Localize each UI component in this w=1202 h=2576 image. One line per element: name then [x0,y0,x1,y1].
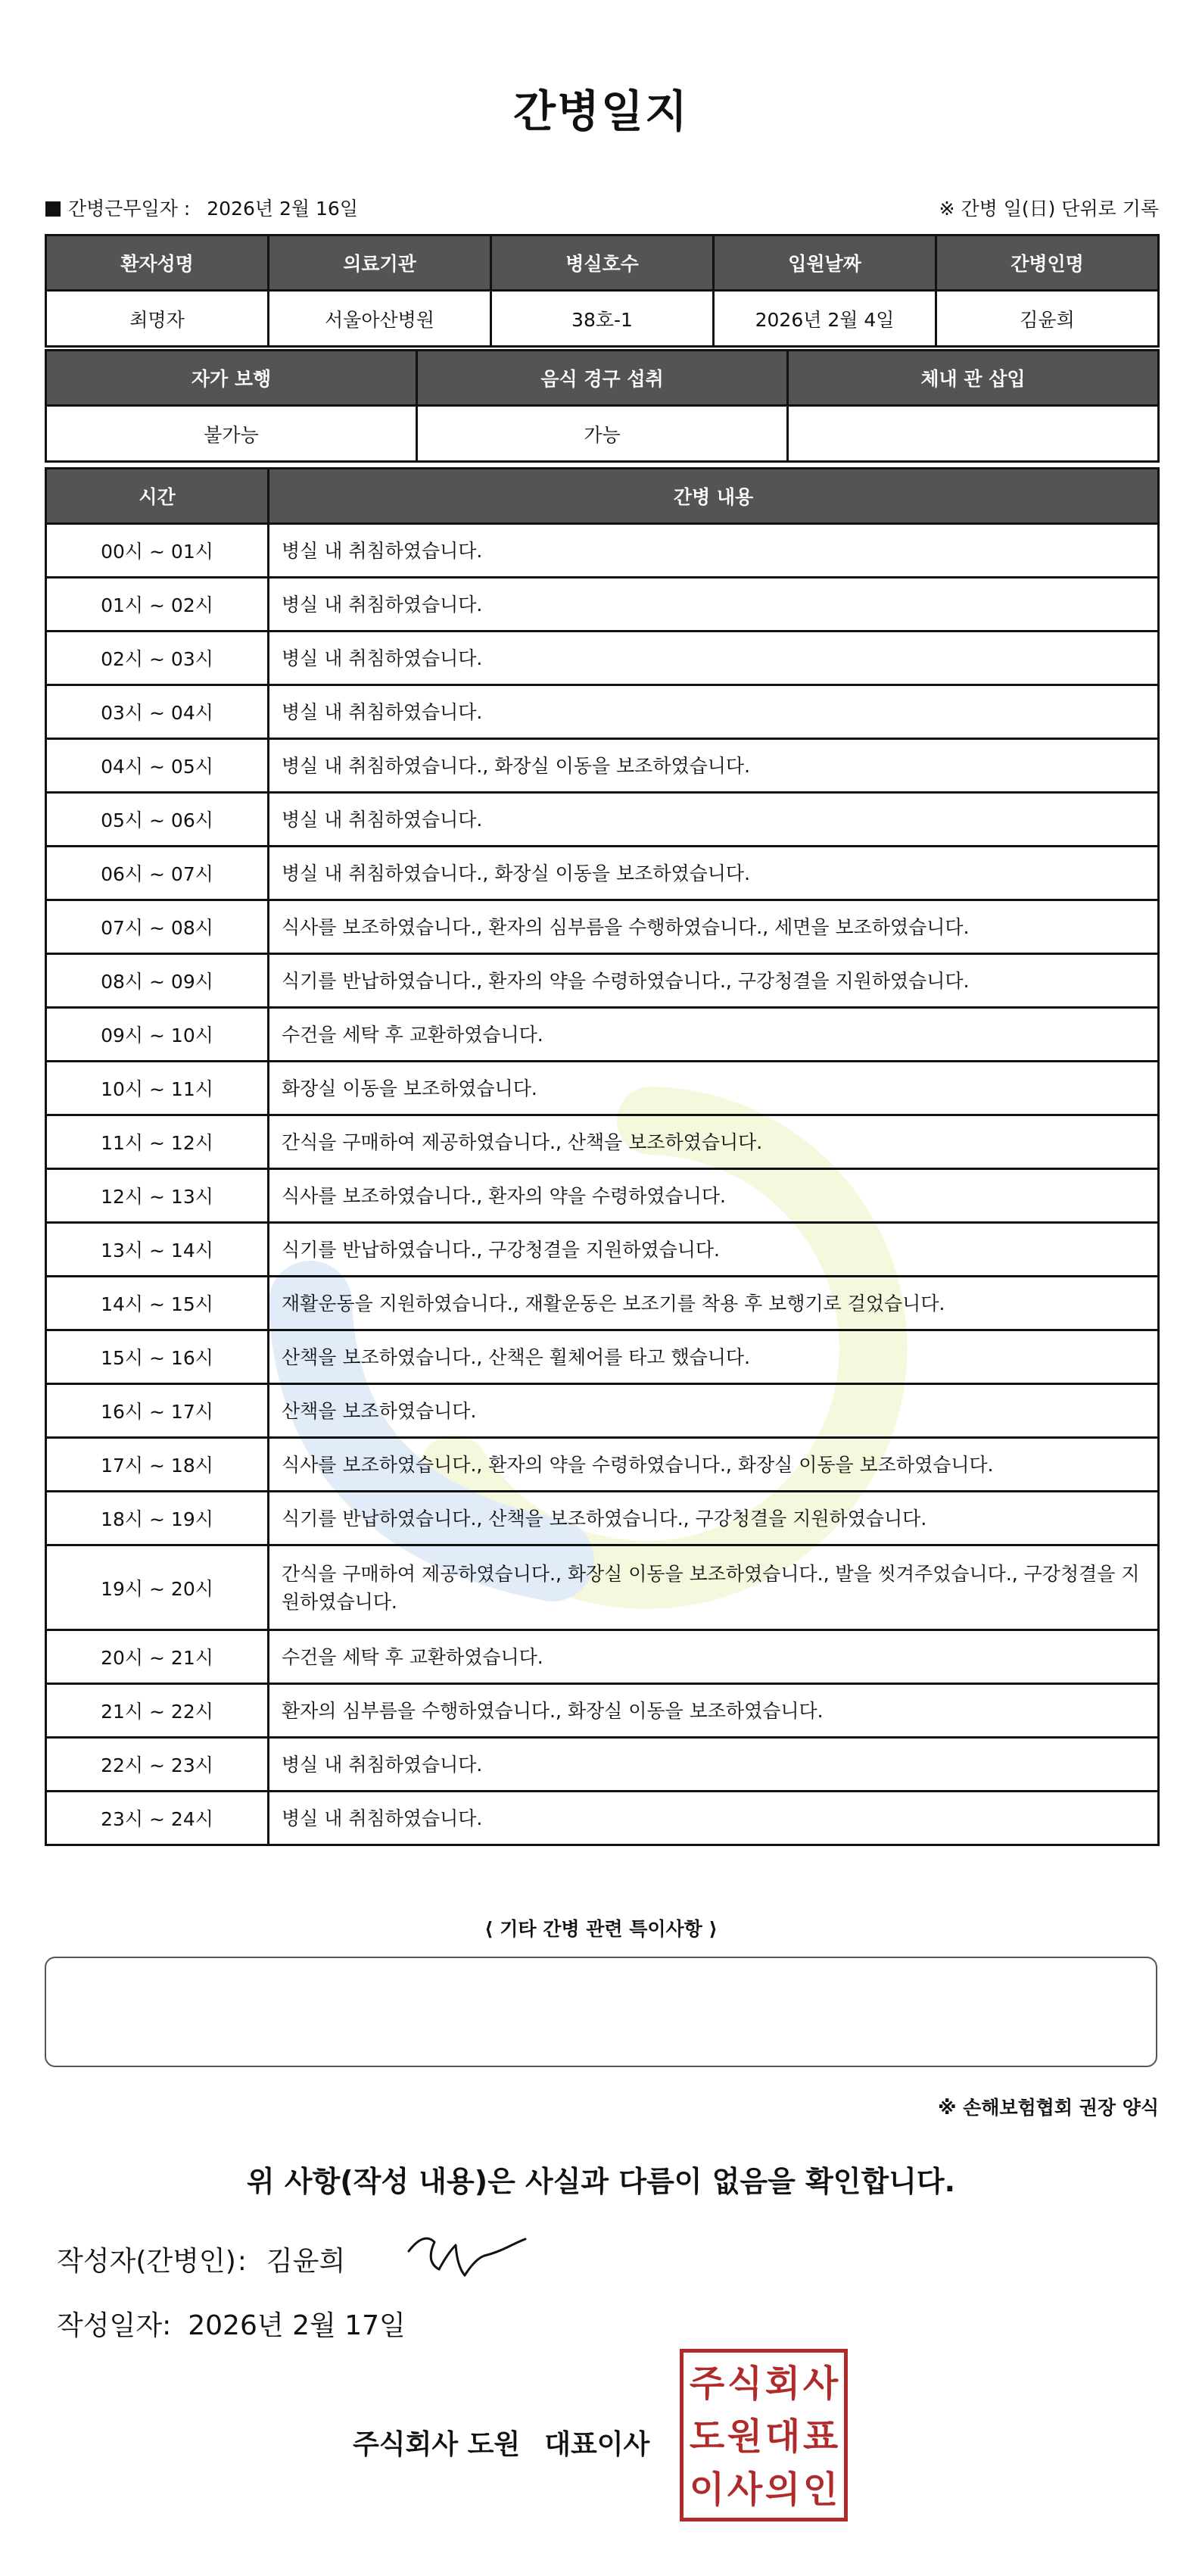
seal-char: 표 [802,2415,839,2458]
seal-text [688,2357,839,2513]
log-time: 20시 ~ 21시 [46,1630,269,1684]
log-content: 환자의 심부름을 수행하였습니다., 화장실 이동을 보조하였습니다. [269,1684,1159,1738]
seal-char: 회 [764,2362,801,2405]
log-row [46,1008,1159,1062]
log-row [46,954,1159,1008]
document-title: 간병일지 [512,86,690,137]
log-content: 병실 내 취침하였습니다., 화장실 이동을 보조하였습니다. [269,739,1159,793]
hospital-name: 서울아산병원 [269,291,491,347]
seal-char: 도 [689,2415,725,2458]
log-content: 병실 내 취침하였습니다. [269,685,1159,739]
log-row [46,685,1159,739]
log-row [46,578,1159,632]
log-time: 09시 ~ 10시 [46,1008,269,1062]
log-row [46,739,1159,793]
seal-char: 원 [727,2415,763,2458]
log-time: 16시 ~ 17시 [46,1384,269,1438]
log-time: 03시 ~ 04시 [46,685,269,739]
log-body [46,524,1159,1845]
special-notes-title: ⟨ 기타 간병 관련 특이사항 ⟩ [484,1918,718,1940]
write-date-line [57,2304,406,2343]
write-date-colon: : [162,2310,172,2341]
log-content: 병실 내 취침하였습니다. [269,1738,1159,1792]
square-bullet-icon [45,201,61,217]
status-value-row [46,406,1159,462]
company-representative: 대표이사 [544,2429,650,2460]
log-row [46,1277,1159,1330]
self-walking-value: 불가능 [46,406,417,462]
log-time: 12시 ~ 13시 [46,1169,269,1223]
log-header-row [46,469,1159,524]
log-time: 01시 ~ 02시 [46,578,269,632]
log-content: 병실 내 취침하였습니다. [269,578,1159,632]
header-care-content: 간병 내용 [269,469,1159,524]
writer-label: 작성자(간병인) [57,2246,236,2277]
log-time: 23시 ~ 24시 [46,1792,269,1845]
log-row [46,847,1159,900]
log-time: 02시 ~ 03시 [46,632,269,685]
log-row [46,1438,1159,1492]
log-content: 식사를 보조하였습니다., 환자의 약을 수령하였습니다. [269,1169,1159,1223]
log-content: 화장실 이동을 보조하였습니다. [269,1062,1159,1115]
write-date-value: 2026년 2월 17일 [188,2310,406,2341]
log-row [46,1223,1159,1277]
log-content: 수건을 세탁 후 교환하였습니다. [269,1630,1159,1684]
log-time: 19시 ~ 20시 [46,1545,269,1630]
writer-name: 김윤희 [266,2246,346,2277]
header-caregiver-name: 간병인명 [936,235,1159,291]
log-row [46,1792,1159,1845]
work-date-line [45,194,358,221]
special-notes-box [45,1957,1157,2067]
log-row [46,1115,1159,1169]
log-row [46,1384,1159,1438]
log-content: 병실 내 취침하였습니다. [269,524,1159,578]
log-time: 06시 ~ 07시 [46,847,269,900]
admission-date: 2026년 2월 4일 [714,291,936,347]
patient-status-table [45,349,1160,463]
seal-char: 사 [727,2468,763,2511]
log-content: 병실 내 취침하였습니다., 화장실 이동을 보조하였습니다. [269,847,1159,900]
header-self-walking: 자가 보행 [46,351,417,406]
log-time: 11시 ~ 12시 [46,1115,269,1169]
log-content: 병실 내 취침하였습니다. [269,793,1159,847]
seal-char: 식 [727,2362,763,2405]
form-note: ※ 손해보험협회 권장 양식 [938,2097,1159,2119]
handwritten-signature [403,2222,531,2291]
log-time: 04시 ~ 05시 [46,739,269,793]
patient-info-table [45,234,1160,348]
log-content: 산책을 보조하였습니다., 산책은 휠체어를 타고 했습니다. [269,1330,1159,1384]
log-time: 10시 ~ 11시 [46,1062,269,1115]
log-row [46,1684,1159,1738]
seal-char: 주 [689,2362,725,2405]
log-row [46,1492,1159,1545]
header-tube-insertion: 체내 관 삽입 [788,351,1159,406]
confirmation-statement: 위 사항(작성 내용)은 사실과 다름이 없음을 확인합니다. [246,2165,956,2198]
log-row [46,1169,1159,1223]
company-signature [353,2423,649,2462]
log-content: 재활운동을 지원하였습니다., 재활운동은 보조기를 착용 후 보행기로 걸었습니다. [269,1277,1159,1330]
header-oral-intake: 음식 경구 섭취 [417,351,788,406]
log-time: 00시 ~ 01시 [46,524,269,578]
log-content: 식사를 보조하였습니다., 환자의 약을 수령하였습니다., 화장실 이동을 보조하였습니다. [269,1438,1159,1492]
header-room-number: 병실호수 [491,235,714,291]
seal-char: 사 [802,2362,839,2405]
log-content: 간식을 구매하여 제공하였습니다., 화장실 이동을 보조하였습니다., 발을 씻겨주었습니다., 구강청결을 지원하였습니다. [269,1545,1159,1630]
status-header-row [46,351,1159,406]
writer-line [57,2240,345,2278]
log-row [46,1545,1159,1630]
oral-intake-value: 가능 [417,406,788,462]
care-log-table [45,467,1160,1846]
seal-char: 인 [802,2468,839,2511]
log-row [46,1738,1159,1792]
log-content: 병실 내 취침하였습니다. [269,1792,1159,1845]
log-time: 22시 ~ 23시 [46,1738,269,1792]
header-patient-name: 환자성명 [46,235,269,291]
tube-insertion-value [788,406,1159,462]
seal-char: 대 [764,2415,801,2458]
log-time: 15시 ~ 16시 [46,1330,269,1384]
log-content: 간식을 구매하여 제공하였습니다., 산책을 보조하였습니다. [269,1115,1159,1169]
log-row [46,900,1159,954]
log-content: 식기를 반납하였습니다., 산책을 보조하였습니다., 구강청결을 지원하였습니다. [269,1492,1159,1545]
log-time: 18시 ~ 19시 [46,1492,269,1545]
header-hospital: 의료기관 [269,235,491,291]
log-content: 수건을 세탁 후 교환하였습니다. [269,1008,1159,1062]
header-time: 시간 [46,469,269,524]
log-row [46,1630,1159,1684]
log-row [46,793,1159,847]
unit-note: ※ 간병 일(日) 단위로 기록 [939,198,1159,220]
seal-char: 이 [689,2468,725,2511]
log-time: 14시 ~ 15시 [46,1277,269,1330]
patient-value-row [46,291,1159,347]
log-time: 08시 ~ 09시 [46,954,269,1008]
log-content: 산책을 보조하였습니다. [269,1384,1159,1438]
patient-name: 최명자 [46,291,269,347]
log-time: 07시 ~ 08시 [46,900,269,954]
log-content: 식사를 보조하였습니다., 환자의 심부름을 수행하였습니다., 세면을 보조하였습니다. [269,900,1159,954]
log-time: 05시 ~ 06시 [46,793,269,847]
log-row [46,1330,1159,1384]
log-row [46,632,1159,685]
writer-colon: : [237,2246,247,2277]
company-seal-stamp [680,2349,848,2521]
work-date-label: 간병근무일자 : [68,198,191,220]
work-date-value: 2026년 2월 16일 [207,198,358,220]
seal-char: 의 [764,2468,801,2511]
write-date-label: 작성일자 [57,2310,163,2341]
log-row [46,524,1159,578]
log-row [46,1062,1159,1115]
log-time: 17시 ~ 18시 [46,1438,269,1492]
header-admission-date: 입원날짜 [714,235,936,291]
log-content: 병실 내 취침하였습니다. [269,632,1159,685]
log-content: 식기를 반납하였습니다., 구강청결을 지원하였습니다. [269,1223,1159,1277]
company-name: 주식회사 도원 [353,2429,521,2460]
patient-header-row [46,235,1159,291]
room-number: 38호-1 [491,291,714,347]
caregiver-name: 김윤희 [936,291,1159,347]
log-time: 13시 ~ 14시 [46,1223,269,1277]
log-time: 21시 ~ 22시 [46,1684,269,1738]
log-content: 식기를 반납하였습니다., 환자의 약을 수령하였습니다., 구강청결을 지원하였습니다. [269,954,1159,1008]
